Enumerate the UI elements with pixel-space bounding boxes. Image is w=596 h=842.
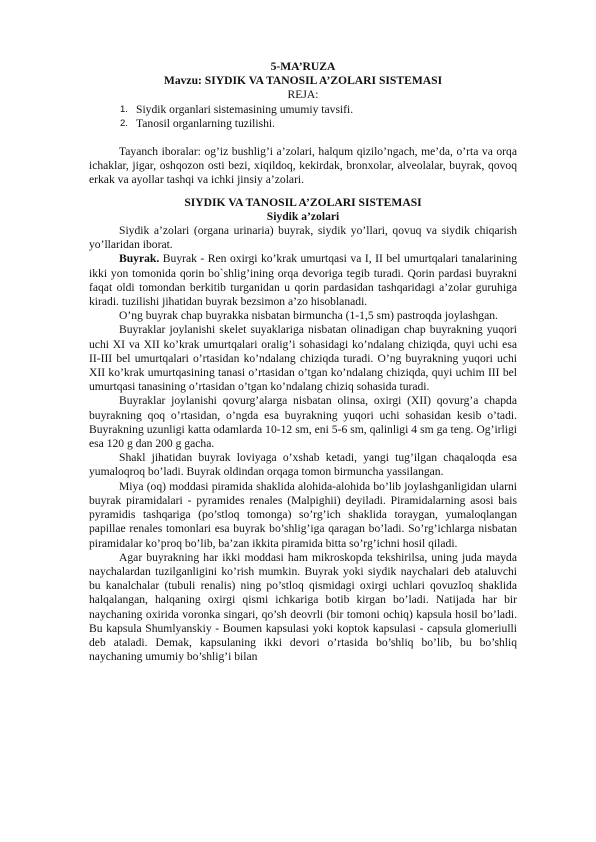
plan-item-number: 1. — [120, 103, 128, 115]
paragraph-lead: Buyrak. — [119, 252, 160, 266]
lecture-number: 5-MA’RUZA — [270, 60, 336, 73]
plan-item — [120, 117, 517, 131]
section-title: SIYDIK VA TANOSIL A’ZOLARI SISTEMASI — [184, 195, 422, 209]
paragraph: Siydik a’zolari (organa urinaria) buyrak, siydik yo’llari, qovuq va siydik chiqarish yo’llaridan iborat. — [89, 224, 517, 252]
paragraph-buyrak — [89, 252, 517, 309]
paragraph: O’ng buyrak chap buyrakka nisbatan birmuncha (1-1,5 sm) pastroqda joylashgan. — [119, 309, 498, 323]
plan-label: REJA: — [287, 88, 319, 102]
document-page — [89, 60, 517, 664]
paragraph: Buyraklar joylanishi skelet suyaklariga nisbatan olinadigan chap buyrakning yuqori uchi XI va XII ko’krak umurtqalari oralig’i sohasidagi ko’ndalang chiziqda, quyi uchi esa II-III bel umurtqalari o’rtasidan ko’ndalang chiziqda turadi. O’ng buyrakning yuqori uchi XII ko’krak umurtqasining tanasi o’rtasidan o’tgan ko’ndalang chiziqda, quyi uchim III bel umurtqasi tanasining o’rtasidan o’tgan ko’ndalang chiziq sohasida turadi. — [89, 323, 517, 394]
paragraph: Shakl jihatidan buyrak loviyaga o’xshab ketadi, yangi tug’ilgan chaqaloqda esa yumaloqroq bo’ladi. Buyrak oldindan orqaga tomon birmuncha yassilangan. — [89, 451, 517, 479]
keywords-paragraph: Tayanch iboralar: og’iz bushlig’i a’zolari, halqum qizilo’ngach, me’da, o’rta va orqa ichaklar, jigar, oshqozon osti bezi, xiqildoq, kekirdak, bronxolar, alveolalar, buyrak, qovoq erkak va ayollar tashqi va ichki jinsiy a’zolari. — [89, 145, 517, 187]
plan-item — [120, 103, 517, 117]
section-subtitle: Siydik a’zolari — [266, 209, 340, 223]
plan-item-text: Tanosil organlarning tuzilishi. — [136, 116, 276, 130]
plan-item-text: Siydik organlari sistemasining umumiy tavsifi. — [136, 102, 354, 116]
plan-list — [89, 103, 517, 131]
plan-item-number: 2. — [120, 117, 128, 129]
paragraph: Miya (oq) moddasi piramida shaklida alohida-alohida bo’lib joylashganligidan ularni buyrak piramidalari - pyramides renales (Malpighii) deyiladi. Piramidalarning asosi bais pyramidis tashqariga (po’stloq tomonga) so’rg’ich shaklida toraygan, yumaloqlangan papillae renales tomonlari esa buyrak bo’shlig’iga qaragan bo’ladi. So’rg’ichlarga nisbatan piramidalar ko’proq bo’lib, ba’zan ikkita piramida bitta so’rg’ichni hosil qiladi. — [89, 479, 517, 550]
paragraph: Agar buyrakning har ikki moddasi ham mikroskopda tekshirilsa, uning juda mayda naychalardan tuzilganligini ko’rish mumkin. Buyrak yoki siydik naychalari deb ataluvchi bu kanalchalar (tubuli renalis) ning po’stloq qismidagi oxirgi uchlari qovuzloq shaklida halqalangan, halqaning oxirgi qismi ichkariga botib kirgan bo’ladi. Natijada har bir naychaning oxirida voronka singari, qo’sh deovrli (bir tomoni ochiq) kapsula hosil bo’ladi. Bu kapsula Shumlyanskiy - Boumen kapsulasi yoki koptok kapsulasi - capsula glomeriulli deb ataladi. Demak, kapsulaning ikki devori o’rtasida bo’shliq bo’lib, bu bo’shliq naychaning umumiy bo’shlig’i bilan — [89, 550, 517, 664]
lecture-topic: Mavzu: SIYDIK VA TANOSIL A’ZOLARI SISTEMASI — [163, 74, 443, 88]
paragraph: Buyraklar joylanishi qovurg’alarga nisbatan olinsa, oxirgi (XII) qovurg’a chapda buyrakning qoq o’rtasidan, o’ngda esa buyrakning yuqori uchi sohasidan kesib o’tadi. Buyrakning uzunligi katta odamlarda 10-12 sm, eni 5-6 sm, qalinligi 4 sm ga teng. Og’irligi esa 120 g dan 200 g gacha. — [89, 394, 517, 451]
paragraph-body: Buyrak - Ren oxirgi ko’krak umurtqasi va I, II bel umurtqalari tanalarining ikki yon tomonida qorin bo`shlig’ining orqa devoriga tegib turadi. Qorin pardasi buyrakni faqat oldi tomondan berkitib turganidan u qorin pardasidan tashqaridagi a’zolar guruhiga kiradi. tuzilishi jihatidan buyrak bezsimon a’zo hisoblanadi. — [89, 252, 517, 309]
